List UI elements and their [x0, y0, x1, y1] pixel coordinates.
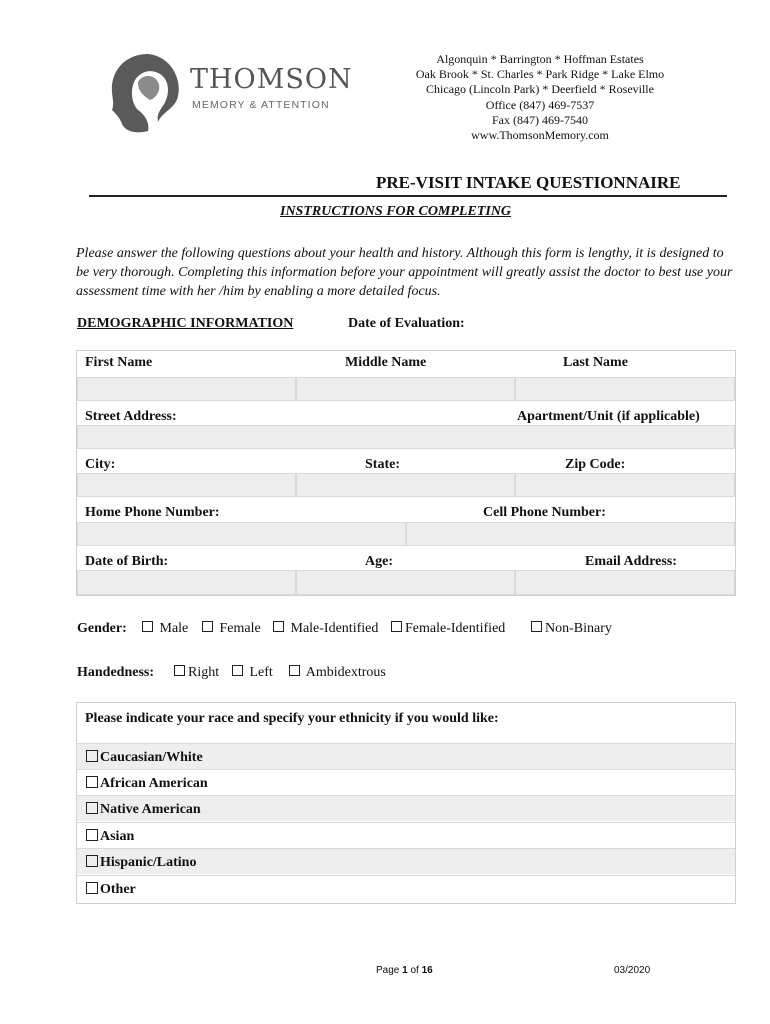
- gender-option-male[interactable]: [142, 621, 188, 637]
- race-heading: Please indicate your race and specify your ethnicity if you would like:: [85, 711, 499, 726]
- city-field[interactable]: [77, 473, 296, 497]
- race-option-label: Hispanic/Latino: [100, 855, 197, 870]
- gender-option-non-binary[interactable]: [531, 621, 612, 637]
- gender-label: Gender:: [77, 621, 127, 636]
- race-option-native-american[interactable]: [77, 795, 735, 821]
- last-name-label: Last Name: [563, 355, 628, 370]
- gender-option-label: Female: [219, 621, 261, 636]
- checkbox-icon[interactable]: [86, 882, 98, 894]
- first-name-field[interactable]: [77, 377, 296, 401]
- gender-option-female[interactable]: [202, 621, 261, 637]
- website: www.ThomsonMemory.com: [471, 128, 609, 143]
- page-current: 1: [402, 965, 408, 976]
- race-option-label: Native American: [100, 802, 201, 817]
- email-field[interactable]: [515, 570, 735, 595]
- email-label: Email Address:: [585, 554, 677, 569]
- page-title: PRE-VISIT INTAKE QUESTIONNAIRE: [376, 173, 681, 192]
- race-option-label: Other: [100, 882, 136, 897]
- date-of-evaluation-label: Date of Evaluation:: [348, 316, 465, 331]
- apartment-label: Apartment/Unit (if applicable): [517, 409, 700, 424]
- demographic-heading: DEMOGRAPHIC INFORMATION: [77, 316, 294, 331]
- address-line: Chicago (Lincoln Park) * Deerfield * Roseville: [426, 82, 654, 97]
- home-phone-field[interactable]: [77, 522, 406, 546]
- checkbox-icon[interactable]: [142, 621, 153, 632]
- city-label: City:: [85, 457, 116, 472]
- age-field[interactable]: [296, 570, 515, 595]
- page-total: 16: [421, 965, 433, 976]
- date-of-birth-label: Date of Birth:: [85, 554, 169, 569]
- home-phone-label: Home Phone Number:: [85, 505, 220, 520]
- checkbox-icon[interactable]: [289, 665, 300, 676]
- gender-option-male-identified[interactable]: [273, 621, 378, 637]
- race-option-label: Asian: [100, 829, 135, 844]
- first-name-label: First Name: [85, 355, 153, 370]
- race-option-hispanic-latino[interactable]: [77, 848, 735, 874]
- logo-name: THOMSON: [190, 64, 353, 95]
- handedness-option-label: Ambidextrous: [305, 665, 386, 680]
- race-option-asian[interactable]: [77, 822, 735, 848]
- cell-phone-label: Cell Phone Number:: [483, 505, 606, 520]
- thomson-logo: [108, 52, 353, 134]
- checkbox-icon[interactable]: [531, 621, 542, 632]
- gender-option-label: Non-Binary: [545, 621, 612, 636]
- zip-code-field[interactable]: [515, 473, 735, 497]
- instructions-text: Please answer the following questions about your health and history. Although this form is lengthy, it is designed to be very thorough. Completing this information before your appointment will greatly assist the doctor to best use your assessment time with her /him by enabling a more detailed focus.: [76, 246, 733, 299]
- cell-phone-field[interactable]: [406, 522, 735, 546]
- handedness-option-right[interactable]: [174, 665, 219, 681]
- handedness-option-label: Left: [249, 665, 273, 680]
- checkbox-icon[interactable]: [86, 750, 98, 762]
- handedness-option-left[interactable]: [232, 665, 273, 681]
- handedness-option-ambidextrous[interactable]: [289, 665, 386, 681]
- race-option-caucasian[interactable]: [77, 743, 735, 769]
- title-divider: [89, 195, 727, 197]
- gender-option-female-identified[interactable]: [391, 621, 505, 637]
- race-option-label: Caucasian/White: [100, 750, 203, 765]
- handedness-option-label: Right: [188, 665, 220, 680]
- state-label: State:: [365, 457, 400, 472]
- middle-name-field[interactable]: [296, 377, 515, 401]
- logo-tagline: MEMORY & ATTENTION: [192, 99, 330, 111]
- demographic-table: [76, 350, 736, 596]
- checkbox-icon[interactable]: [391, 621, 402, 632]
- checkbox-icon[interactable]: [86, 776, 98, 788]
- gender-option-label: Female-Identified: [405, 621, 506, 636]
- gender-option-label: Male: [159, 621, 189, 636]
- race-option-other[interactable]: [77, 875, 735, 901]
- checkbox-icon[interactable]: [86, 802, 98, 814]
- state-field[interactable]: [296, 473, 515, 497]
- zip-code-label: Zip Code:: [565, 457, 626, 472]
- page-of: of: [407, 965, 422, 976]
- head-silhouette-icon: [108, 52, 188, 134]
- checkbox-icon[interactable]: [174, 665, 185, 676]
- page-prefix: Page: [376, 965, 403, 976]
- handedness-label: Handedness:: [77, 665, 155, 680]
- middle-name-label: Middle Name: [345, 355, 427, 370]
- race-option-african-american[interactable]: [77, 769, 735, 795]
- race-option-label: African American: [100, 776, 208, 791]
- instructions-heading: INSTRUCTIONS FOR COMPLETING: [280, 204, 512, 219]
- checkbox-icon[interactable]: [232, 665, 243, 676]
- date-of-birth-field[interactable]: [77, 570, 296, 595]
- last-name-field[interactable]: [515, 377, 735, 401]
- checkbox-icon[interactable]: [202, 621, 213, 632]
- gender-option-label: Male-Identified: [290, 621, 379, 636]
- age-label: Age:: [365, 554, 393, 569]
- fax-number: Fax (847) 469-7540: [492, 112, 588, 127]
- address-line: Oak Brook * St. Charles * Park Ridge * Lake Elmo: [415, 67, 665, 82]
- checkbox-icon[interactable]: [273, 621, 284, 632]
- checkbox-icon[interactable]: [86, 829, 98, 841]
- race-ethnicity-table: [76, 702, 736, 904]
- checkbox-icon[interactable]: [86, 855, 98, 867]
- street-address-field[interactable]: [77, 425, 735, 449]
- office-phone: Office (847) 469-7537: [485, 97, 595, 112]
- street-address-label: Street Address:: [85, 409, 177, 424]
- page-number: [376, 965, 433, 976]
- address-line: Algonquin * Barrington * Hoffman Estates: [436, 52, 644, 66]
- revision-date: 03/2020: [614, 965, 651, 976]
- practice-address: [404, 52, 676, 143]
